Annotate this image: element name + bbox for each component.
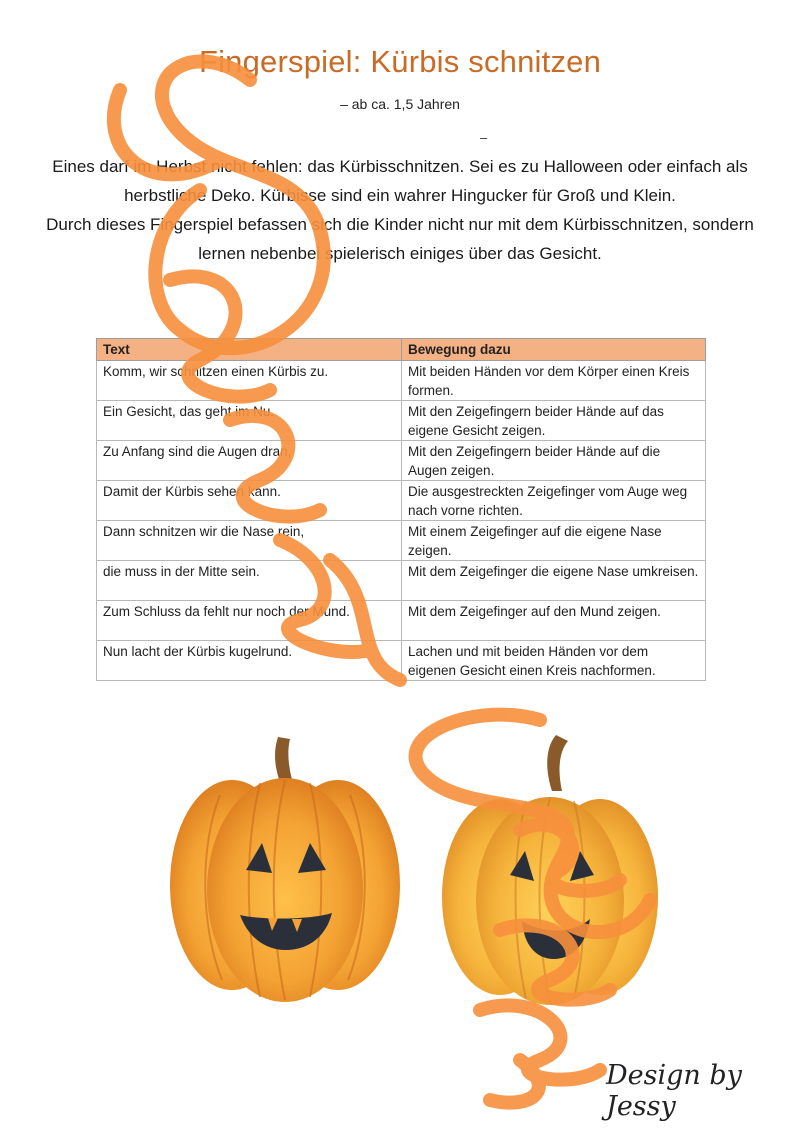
verse-cell: Dann schnitzen wir die Nase rein,: [97, 521, 402, 561]
table-row: [97, 361, 706, 401]
movement-cell: Mit dem Zeigefinger auf den Mund zeigen.: [402, 601, 706, 641]
movement-cell: Die ausgestreckten Zeigefinger vom Auge weg nach vorne richten.: [402, 481, 706, 521]
page-title: Fingerspiel: Kürbis schnitzen: [198, 44, 602, 79]
table-row: [97, 521, 706, 561]
movement-cell: Mit den Zeigefingern beider Hände auf das eigene Gesicht zeigen.: [402, 401, 706, 441]
intro-line: lernen nebenbei spielerisch einiges über das Gesicht.: [198, 244, 602, 263]
signature: Design by Jessy: [606, 1060, 742, 1122]
header-movement: Bewegung dazu: [402, 339, 706, 361]
verse-cell: Zu Anfang sind die Augen dran,: [97, 441, 402, 481]
table-row: [97, 561, 706, 601]
pumpkins-illustration: [160, 725, 660, 1025]
fingerplay-table: [96, 338, 706, 681]
intro-line: Durch dieses Fingerspiel befassen sich die Kinder nicht nur mit dem Kürbisschnitzen, sondern: [46, 215, 754, 234]
age-subtitle: – ab ca. 1,5 Jahren: [340, 96, 460, 112]
separator-dash: –: [480, 130, 488, 145]
movement-cell: Mit den Zeigefingern beider Hände auf die Augen zeigen.: [402, 441, 706, 481]
movement-cell: Lachen und mit beiden Händen vor dem eigenen Gesicht einen Kreis nachformen.: [402, 641, 706, 681]
movement-cell: Mit dem Zeigefinger die eigene Nase umkreisen.: [402, 561, 706, 601]
table-row: [97, 601, 706, 641]
table-row: [97, 481, 706, 521]
table-row: [97, 441, 706, 481]
header-text: Text: [97, 339, 402, 361]
left-pumpkin-icon: [170, 737, 400, 1002]
intro-text: [10, 152, 790, 268]
movement-cell: Mit einem Zeigefinger auf die eigene Nase zeigen.: [402, 521, 706, 561]
table-row: [97, 641, 706, 681]
verse-cell: Damit der Kürbis sehen kann.: [97, 481, 402, 521]
verse-cell: Zum Schluss da fehlt nur noch der Mund.: [97, 601, 402, 641]
intro-line: Eines darf im Herbst nicht fehlen: das Kürbisschnitzen. Sei es zu Halloween oder einfach als: [52, 157, 748, 176]
verse-cell: Nun lacht der Kürbis kugelrund.: [97, 641, 402, 681]
movement-cell: Mit beiden Händen vor dem Körper einen Kreis formen.: [402, 361, 706, 401]
table-header-row: [97, 339, 706, 361]
right-pumpkin-icon: [442, 735, 658, 1005]
verse-cell: die muss in der Mitte sein.: [97, 561, 402, 601]
table-row: [97, 401, 706, 441]
verse-cell: Komm, wir schnitzen einen Kürbis zu.: [97, 361, 402, 401]
intro-line: herbstliche Deko. Kürbisse sind ein wahrer Hingucker für Groß und Klein.: [124, 186, 676, 205]
verse-cell: Ein Gesicht, das geht im Nu.: [97, 401, 402, 441]
